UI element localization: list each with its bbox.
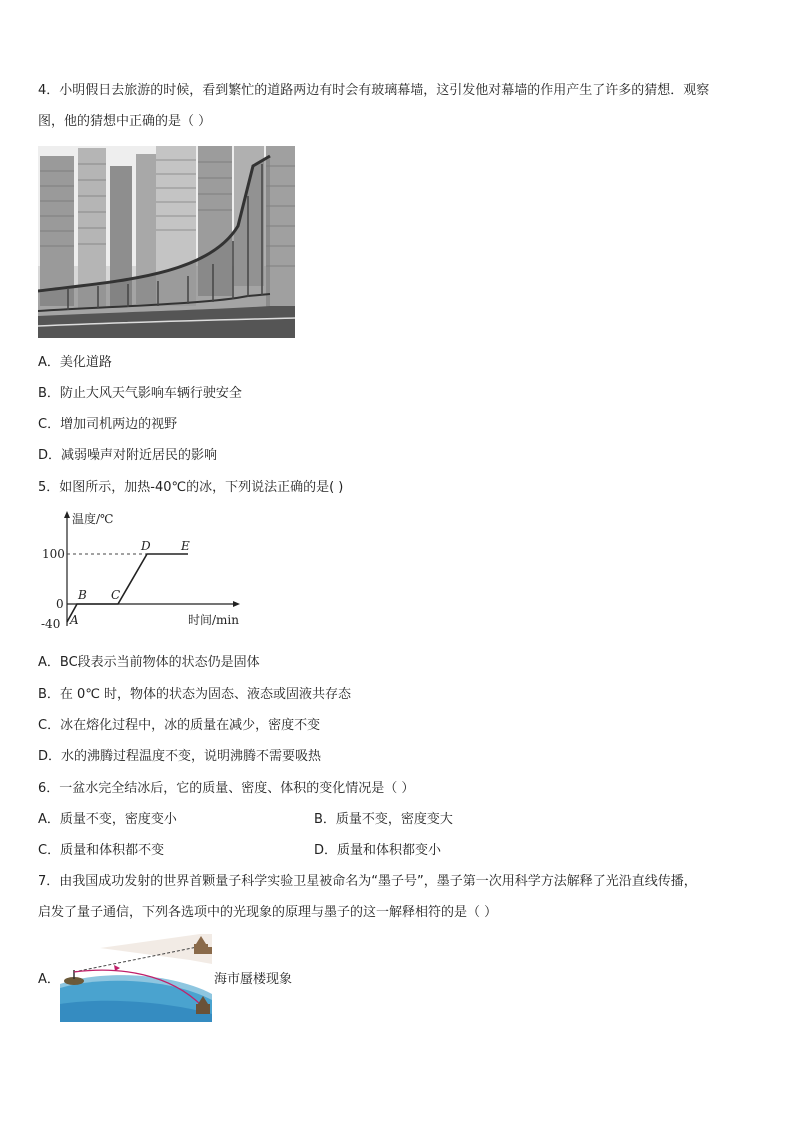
q5-option-d: D．水的沸腾过程温度不变，说明沸腾不需要吸热: [38, 749, 322, 764]
y-axis-label: 温度/℃: [72, 512, 114, 526]
q5-option-b: B．在 0℃ 时，物体的状态为固态、液态或固液共存态: [38, 687, 352, 702]
q4-option-c: C．增加司机两边的视野: [38, 417, 178, 432]
y-tick-minus40: -40: [41, 617, 61, 631]
q6-option-a: A．质量不变，密度变小: [38, 812, 177, 827]
point-d-label: D: [141, 539, 151, 553]
x-axis-label: 时间/min: [188, 613, 239, 627]
q6-option-c: C．质量和体积都不变: [38, 843, 165, 858]
q7-option-a-letter: A．: [38, 972, 60, 987]
q6-stem: 6．一盆水完全结冰后，它的质量、密度、体积的变化情况是（ ）: [38, 781, 415, 796]
temperature-time-graph: [38, 508, 248, 636]
q4-option-b: B．防止大风天气影响车辆行驶安全: [38, 386, 242, 401]
point-c-label: C: [111, 588, 121, 602]
q6-option-b: B．质量不变，密度变大: [314, 812, 453, 827]
q7-stem-line2: 启发了量子通信，下列各选项中的光现象的原理与墨子的这一解释相符的是（ ）: [38, 905, 498, 920]
x-axis-arrow: [233, 601, 240, 607]
q4-option-d: D．减弱噪声对附近居民的影响: [38, 448, 218, 463]
q5-option-c: C．冰在熔化过程中，冰的质量在减少，密度不变: [38, 718, 321, 733]
q5-stem: 5．如图所示，加热-40℃的冰，下列说法正确的是( ): [38, 480, 344, 495]
glass-curtain-wall-photo: [38, 146, 295, 338]
q4-option-a: A．美化道路: [38, 355, 112, 370]
q7-option-a-label: 海市蜃楼现象: [214, 972, 293, 987]
q7-stem-line1: 7．由我国成功发射的世界首颗量子科学实验卫星被命名为“墨子号”，墨子第一次用科学方法解释了光沿直线传播，: [38, 874, 697, 889]
q4-stem-line1: 4．小明假日去旅游的时候，看到繁忙的道路两边有时会有玻璃幕墙，这引发他对幕墙的作用产生了许多的猜想．观察: [38, 83, 710, 98]
point-b-label: B: [78, 588, 87, 602]
y-tick-100: 100: [42, 547, 65, 561]
mirage-illustration: [60, 934, 212, 1022]
y-axis-arrow: [64, 511, 70, 518]
q4-stem-line2: 图，他的猜想中正确的是（ ）: [38, 114, 212, 129]
q6-option-d: D．质量和体积都变小: [314, 843, 442, 858]
point-e-label: E: [181, 539, 190, 553]
y-tick-0: 0: [56, 597, 64, 611]
point-a-label: A: [70, 613, 79, 627]
q5-option-a: A．BC段表示当前物体的状态仍是固体: [38, 655, 260, 670]
